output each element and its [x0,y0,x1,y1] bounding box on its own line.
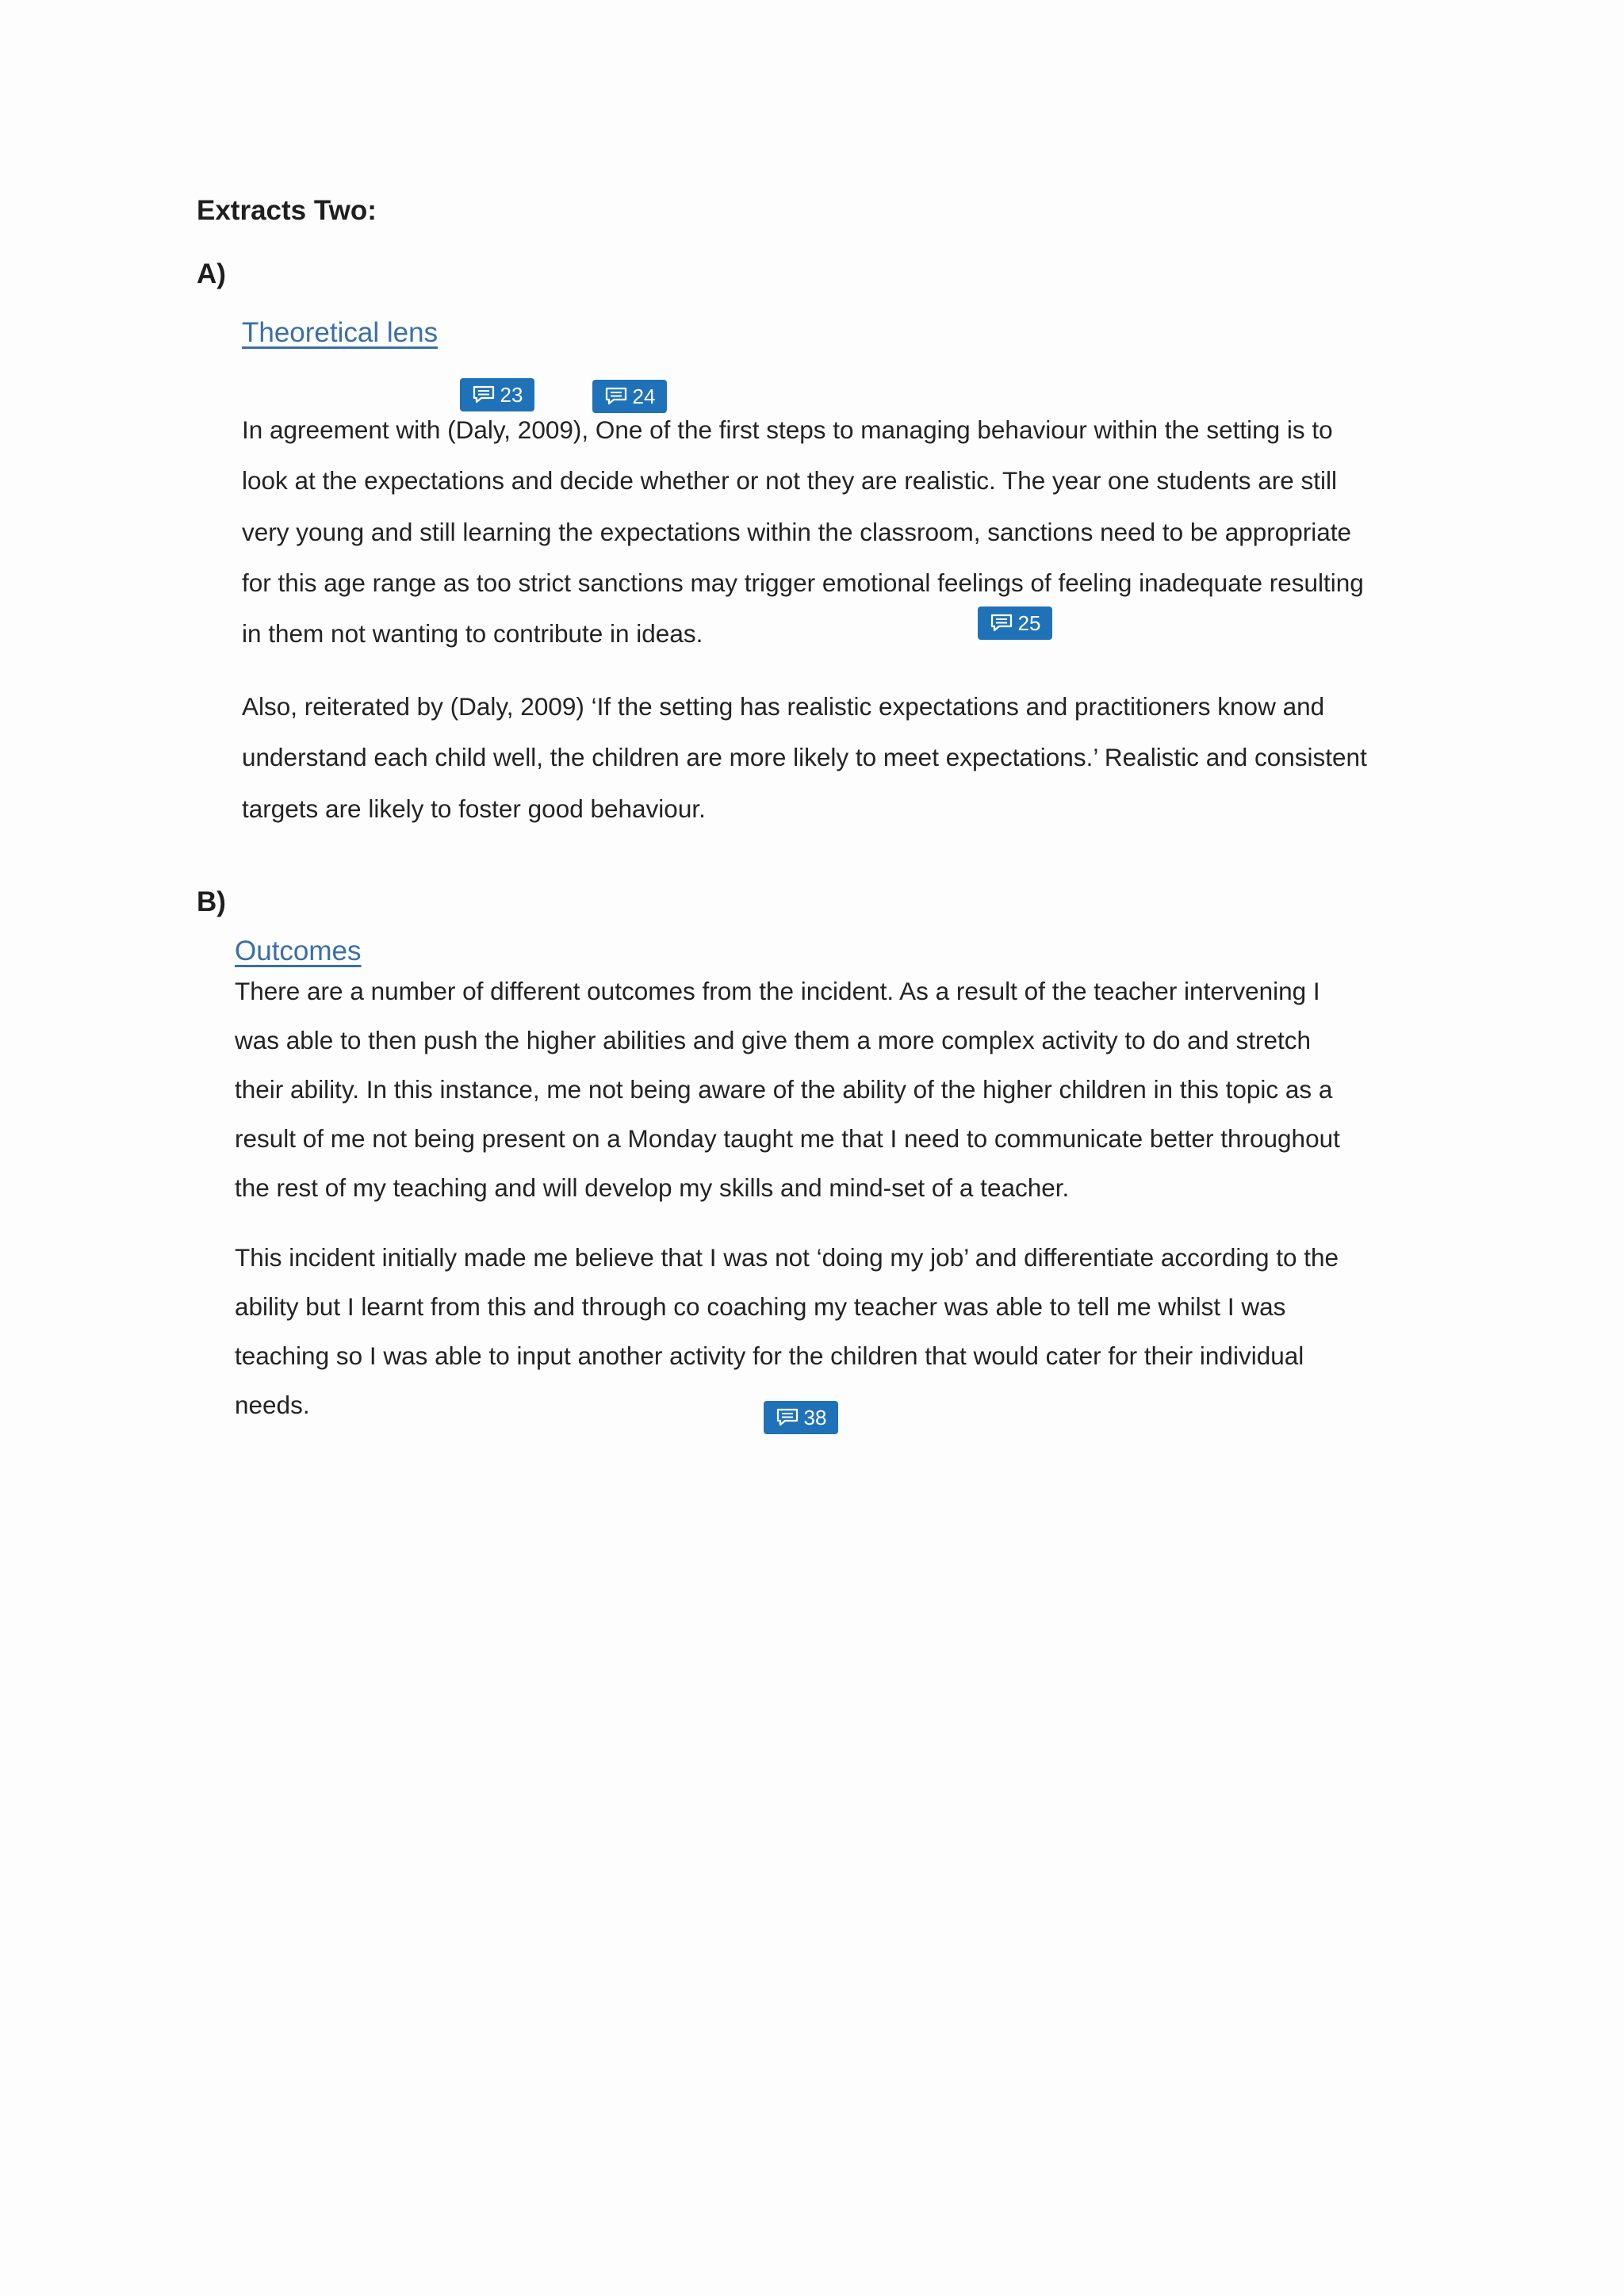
comment-icon [472,385,496,405]
comment-count: 24 [632,385,656,408]
section-a-paragraph-1: In agreement with (Daly, 2009), One of the first steps to managing behaviour within the setting is to look at the expectations and decide whether or not they are realistic. The year one students are still very young and still learning the expectations within the classroom, sanctions need to be appropriate for this age range as too strict sanctions may trigger emotional feelings of feeling inadequate resulting in them not wanting to contribute in ideas. [242,415,1364,649]
section-b-paragraph-1: There are a number of different outcomes from the incident. As a result of the teacher intervening I was able to then push the higher abilities and give them a more complex activity to do and stretch their ability. In this instance, me not being aware of the ability of the higher children in this topic as a result of me not being present on a Monday taught me that I need to communicate better throughout the rest of my teaching and will develop my skills and mind-set of a teacher. [235,977,1340,1202]
comment-badge-38[interactable] [764,1401,838,1434]
section-b-label: B) [197,886,226,917]
heading-theoretical-lens[interactable]: Theoretical lens [242,317,439,348]
page-title: Extracts Two: [197,195,377,226]
comment-count: 38 [803,1406,827,1429]
comment-badge-25[interactable] [978,607,1052,640]
section-a-label: A) [197,258,226,289]
comment-count: 23 [500,383,523,407]
heading-outcomes[interactable]: Outcomes [235,936,362,966]
section-a-paragraph-2: Also, reiterated by (Daly, 2009) ‘If the setting has realistic expectations and practitioners know and understand each child well, the children are more likely to meet expectations.’ Realistic and consistent targets are likely to foster good behaviour. [242,692,1367,823]
comment-icon [776,1407,799,1428]
section-b-paragraph-2: This incident initially made me believe that I was not ‘doing my job’ and differentiate according to the ability but I learnt from this and through co coaching my teacher was able to tell me whilst I was teaching so I was able to input another activity for the children that would cater for their individual needs. [235,1243,1339,1419]
comment-count: 25 [1017,611,1041,635]
comment-icon [990,613,1013,633]
